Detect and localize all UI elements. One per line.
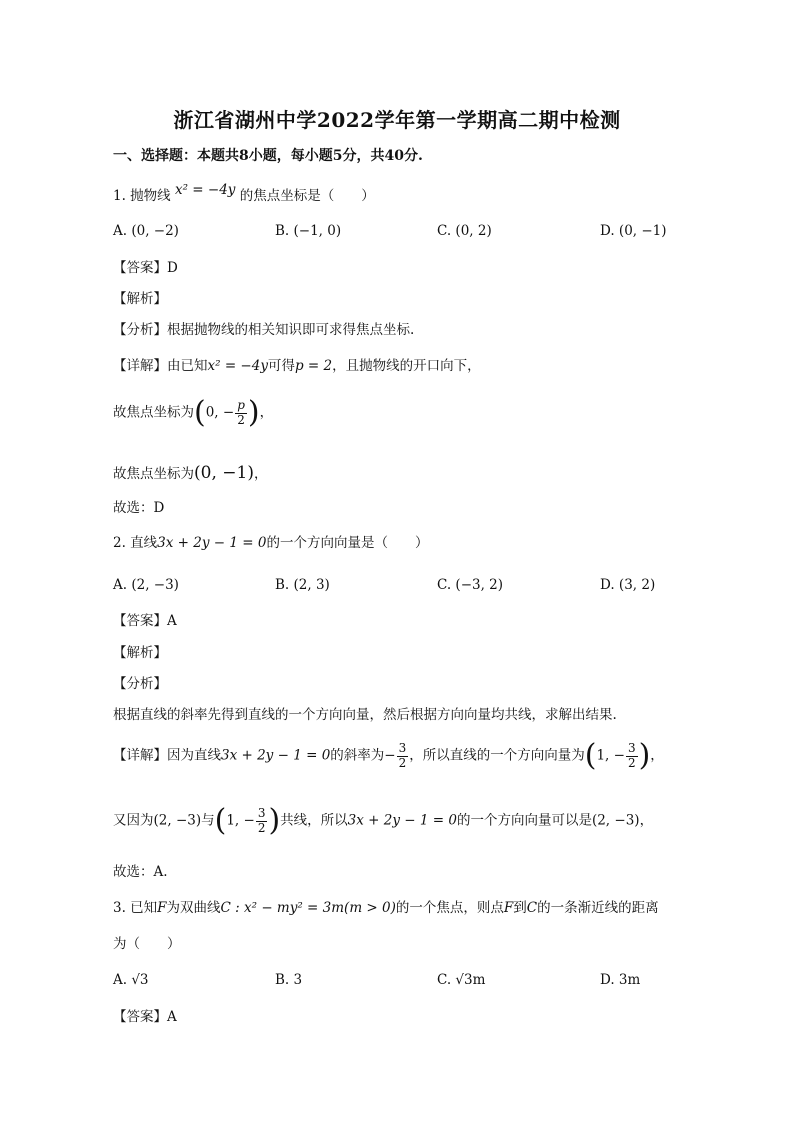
fraction-denominator: 2 xyxy=(398,755,407,770)
fraction-numerator: 3 xyxy=(627,741,636,756)
q3-stem-middle-3: 到 xyxy=(513,900,527,916)
left-paren: ( xyxy=(584,738,597,773)
q2-vector-fraction xyxy=(626,742,638,769)
q3-stem-f-2: F xyxy=(503,900,514,916)
q3-answer: 【答案】A xyxy=(113,1009,177,1025)
fraction-numerator: p xyxy=(237,398,245,413)
q1-focus-prefix: 故焦点坐标为 xyxy=(113,404,194,421)
question-3-stem xyxy=(113,900,659,916)
q1-stem-suffix: 的焦点坐标是（ ） xyxy=(239,188,375,204)
q2-vector-coordinate: 1, − xyxy=(596,747,625,764)
question-1-stem xyxy=(113,182,375,204)
q1-analysis: 【分析】根据抛物线的相关知识即可求得焦点坐标. xyxy=(113,322,415,338)
right-paren: ) xyxy=(268,803,281,838)
q3-option-c: C. √3m xyxy=(437,972,486,988)
q2-analysis: 根据直线的斜率先得到直线的一个方向向量，然后根据方向向量均共线，求解出结果. xyxy=(113,707,617,723)
q3-stem-f: F xyxy=(157,900,167,916)
q2-option-d: D. (3, 2) xyxy=(600,577,656,593)
q1-option-a: A. (0, −2) xyxy=(113,223,179,239)
q2-collinear-vector-1: (2, −3) xyxy=(153,812,202,829)
q2-analysis-heading: 【解析】 xyxy=(113,645,167,661)
q2-detail xyxy=(113,738,664,773)
question-2-stem xyxy=(113,535,428,551)
q3-stem-line-2: 为（ ） xyxy=(113,936,181,952)
q1-detail-suffix: ，且抛物线的开口向下， xyxy=(332,358,481,374)
fraction-numerator: 3 xyxy=(257,806,266,821)
q2-option-a: A. (2, −3) xyxy=(113,577,179,593)
q1-stem-equation: x² = −4y xyxy=(174,182,236,198)
q2-collinear-middle: 共线，所以 xyxy=(280,812,348,829)
q3-option-b: B. 3 xyxy=(275,972,303,988)
q2-detail-slope-label: 的斜率为 xyxy=(330,747,385,764)
q2-option-b: B. (2, 3) xyxy=(275,577,330,593)
q2-collinear-middle-2: 的一个方向向量可以是 xyxy=(456,812,592,829)
q3-option-a: A. √3 xyxy=(113,972,149,988)
q1-option-b: B. (−1, 0) xyxy=(275,223,342,239)
q1-focus-final-prefix: 故焦点坐标为 xyxy=(113,466,194,482)
q1-focus-fraction-line xyxy=(113,395,274,430)
q2-collinear-fraction xyxy=(256,807,268,834)
q1-analysis-heading: 【解析】 xyxy=(113,291,167,307)
q1-detail-equation: x² = −4y xyxy=(207,358,268,374)
section-heading: 一、选择题：本题共8小题，每小题5分，共40分. xyxy=(113,148,423,164)
q1-stem-prefix: 1. 抛物线 xyxy=(113,188,171,204)
q2-collinear xyxy=(113,803,654,838)
q3-option-d: D. 3m xyxy=(600,972,641,988)
q1-option-c: C. (0, 2) xyxy=(437,223,492,239)
q1-focus-fraction xyxy=(235,399,247,426)
fraction-denominator: 2 xyxy=(237,412,245,427)
q2-detail-suffix: ， xyxy=(650,747,664,764)
q2-stem-prefix: 2. 直线 xyxy=(113,535,158,551)
left-paren: ( xyxy=(194,395,206,430)
q1-focus-suffix: ， xyxy=(259,404,274,421)
q2-collinear-with: 与 xyxy=(201,812,215,829)
q3-stem-middle-1: 为双曲线 xyxy=(166,900,221,916)
q3-stem-equation: C : x² − my² = 3m(m > 0) xyxy=(220,900,396,916)
q1-focus-final-line xyxy=(113,463,267,483)
q1-focus-final-value: (0, −1) xyxy=(194,463,254,483)
q1-detail xyxy=(113,358,481,374)
q2-detail-slope-fraction xyxy=(397,742,409,769)
q1-detail-p-value: p = 2 xyxy=(294,358,333,374)
q1-detail-prefix: 【详解】由已知 xyxy=(113,358,208,374)
q1-focus-coordinate: 0, − xyxy=(205,404,235,421)
right-paren: ) xyxy=(247,395,260,430)
right-paren: ) xyxy=(638,738,651,773)
fraction-numerator: 3 xyxy=(398,741,407,756)
left-paren: ( xyxy=(214,803,227,838)
q3-stem-prefix: 3. 已知 xyxy=(113,900,158,916)
q2-collinear-equation: 3x + 2y − 1 = 0 xyxy=(347,812,457,829)
q2-collinear-vector-2: (2, −3) xyxy=(591,812,640,829)
q2-choose: 故选：A. xyxy=(113,864,168,880)
q1-choose: 故选：D xyxy=(113,500,165,516)
q2-option-c: C. (−3, 2) xyxy=(437,577,504,593)
q1-focus-final-suffix: ， xyxy=(253,466,268,482)
q2-detail-prefix: 【详解】因为直线 xyxy=(113,747,221,764)
q3-stem-c: C xyxy=(526,900,538,916)
q1-answer: 【答案】D xyxy=(113,260,178,276)
q3-stem-suffix: 的一条渐近线的距离 xyxy=(537,900,659,916)
q1-detail-middle: 可得 xyxy=(267,358,295,374)
q2-stem-suffix: 的一个方向向量是（ ） xyxy=(266,535,429,551)
fraction-denominator: 2 xyxy=(627,755,636,770)
q2-analysis-label: 【分析】 xyxy=(113,676,167,692)
q2-collinear-prefix: 又因为 xyxy=(113,812,154,829)
q2-detail-minus: − xyxy=(384,747,396,764)
q2-answer: 【答案】A xyxy=(113,613,177,629)
fraction-denominator: 2 xyxy=(257,820,266,835)
page-title: 浙江省湖州中学2022学年第一学期高二期中检测 xyxy=(173,108,621,132)
q3-stem-middle-2: 的一个焦点，则点 xyxy=(395,900,504,916)
q2-collinear-suffix: ， xyxy=(639,812,654,829)
q1-option-d: D. (0, −1) xyxy=(600,223,667,239)
q2-stem-equation: 3x + 2y − 1 = 0 xyxy=(157,535,267,551)
q2-detail-vector-label: ，所以直线的一个方向向量为 xyxy=(409,747,585,764)
q2-detail-equation: 3x + 2y − 1 = 0 xyxy=(221,747,331,764)
q2-collinear-coordinate: 1, − xyxy=(226,812,255,829)
